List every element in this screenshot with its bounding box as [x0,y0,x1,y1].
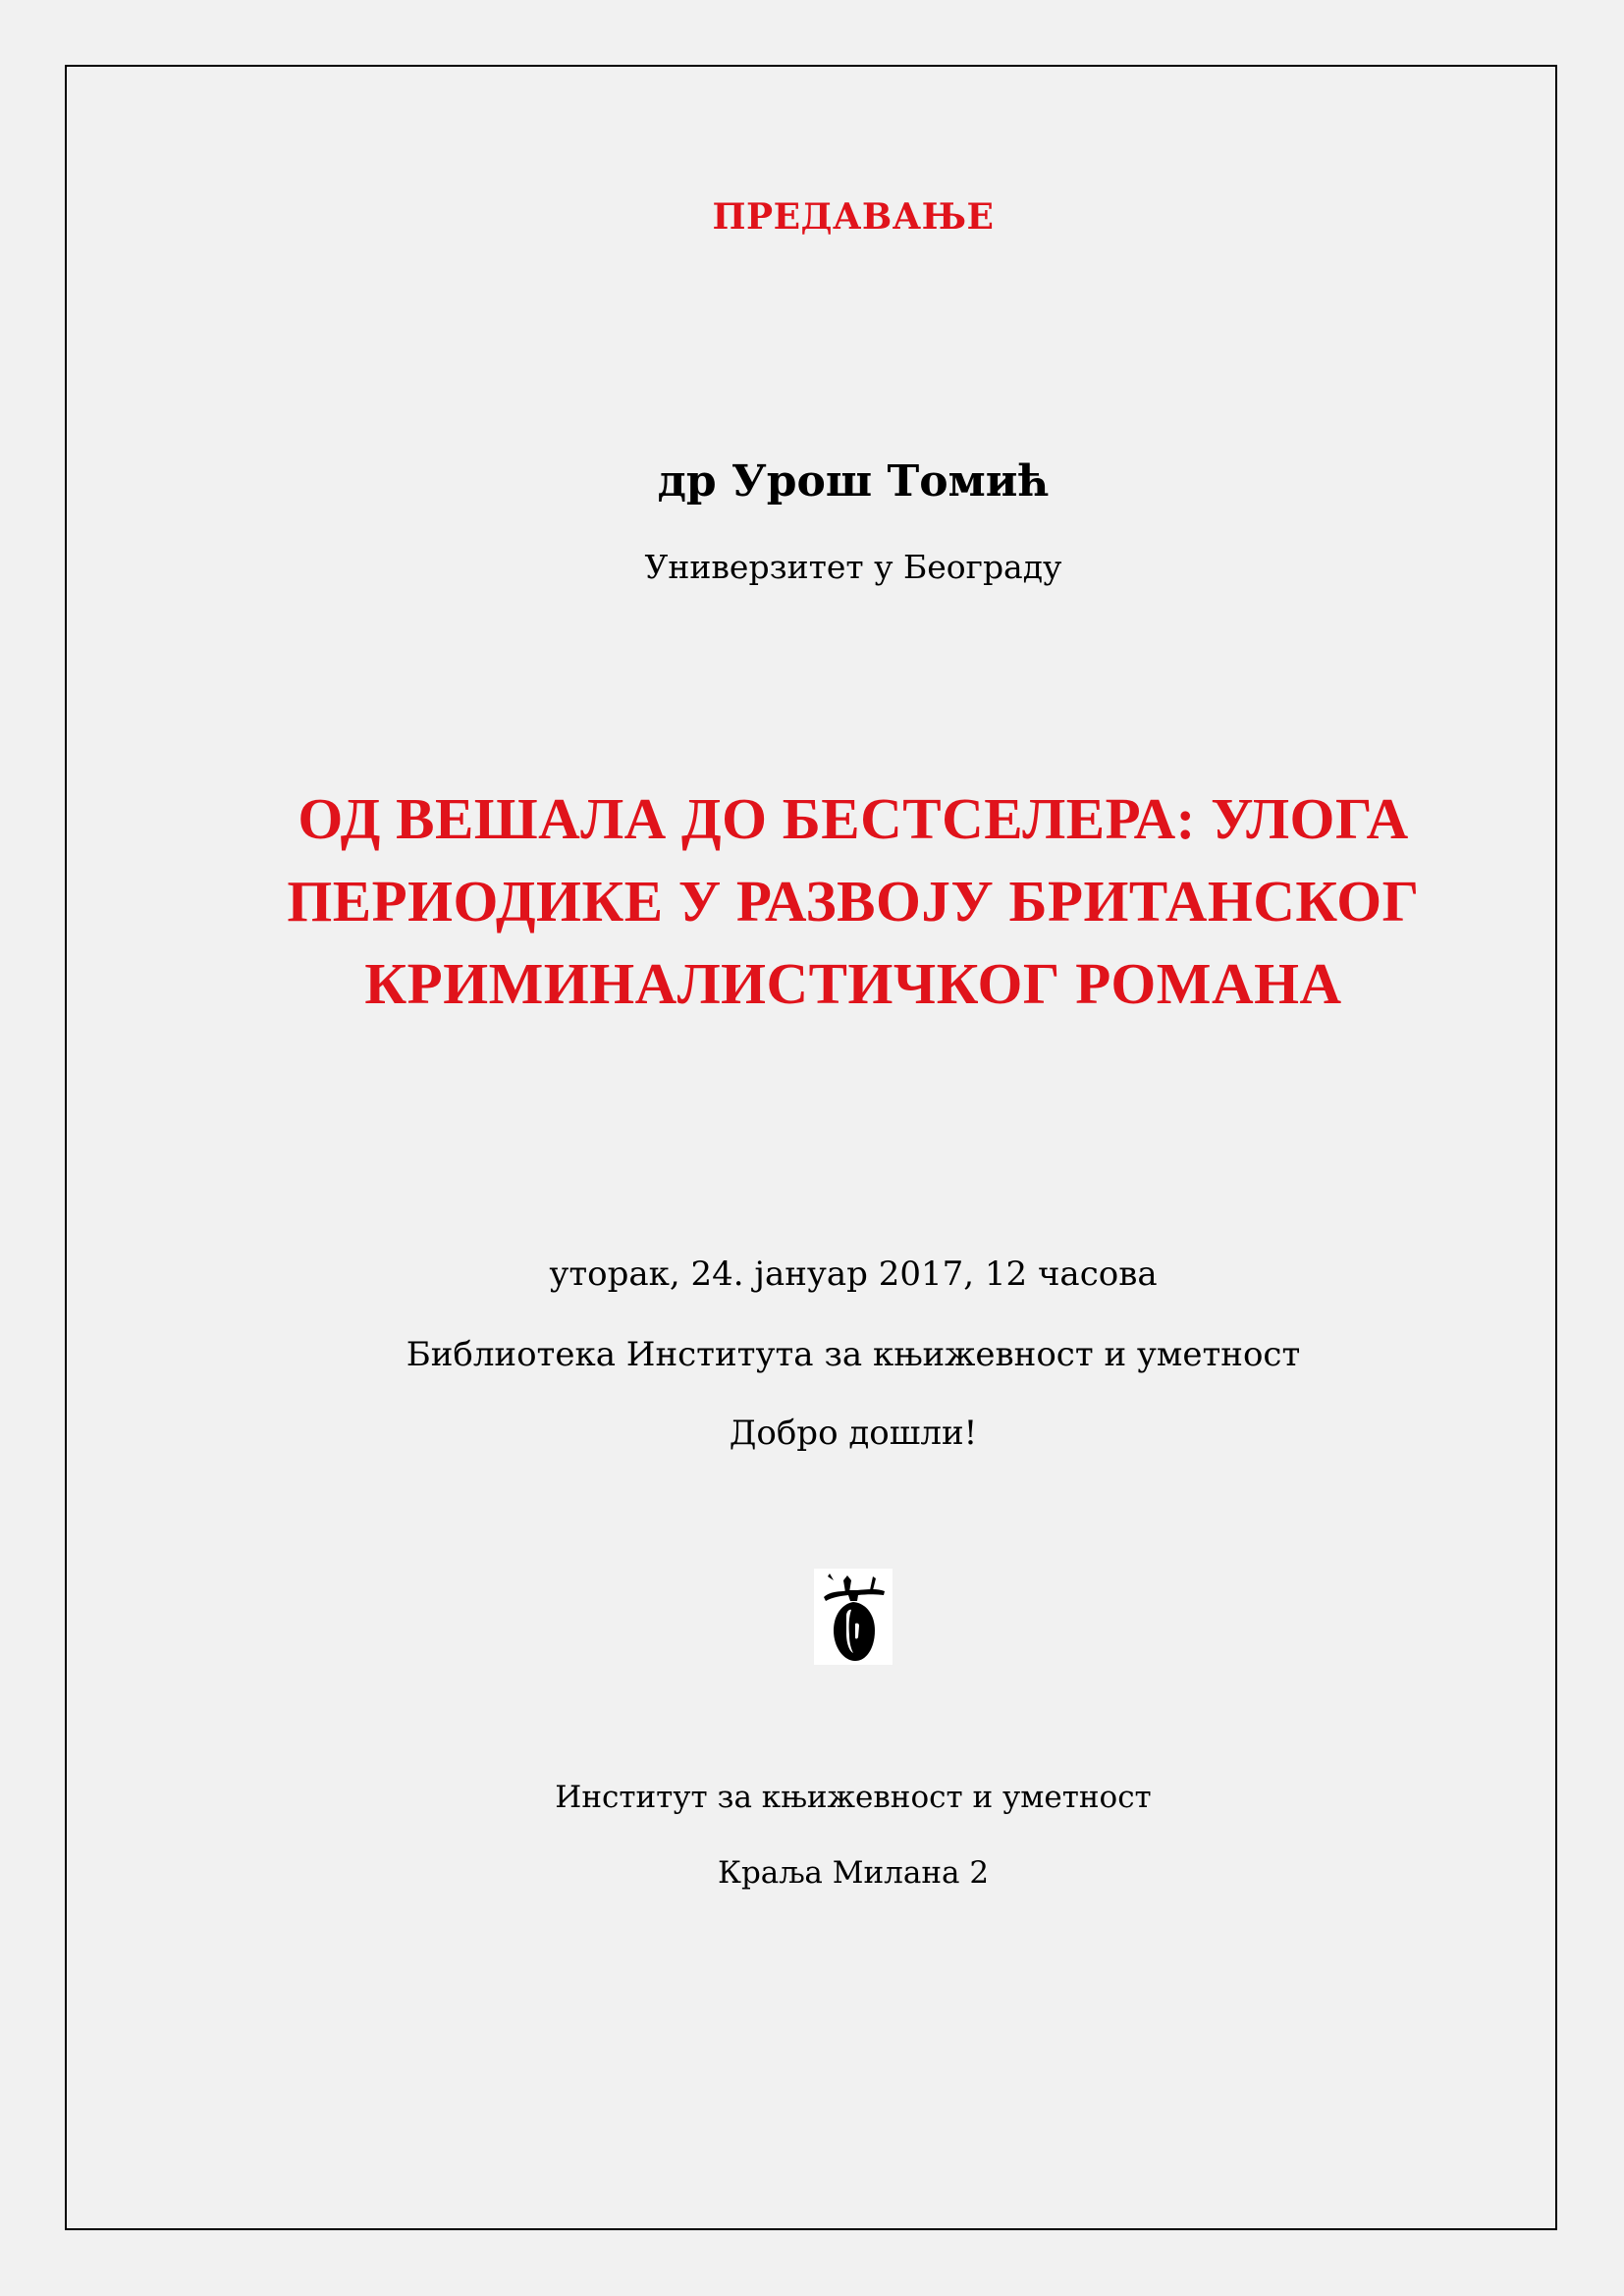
institute-logo-icon [814,1569,893,1665]
event-venue: Библиотека Института за књижевност и уметност [406,1335,1301,1374]
footer-address: Краља Милана 2 [717,1855,990,1891]
welcome-text: Добро дошли! [729,1414,978,1453]
speaker-name: др Урош Томић [657,456,1050,507]
lecture-title-line: КРИМИНАЛИСТИЧКОГ РОМАНА [364,951,1342,1016]
speaker-affiliation: Универзитет у Београду [644,548,1062,586]
lecture-title-line: ПЕРИОДИКЕ У РАЗВОЈУ БРИТАНСКОГ [287,869,1420,934]
event-kicker: ПРЕДАВАЊЕ [712,196,995,238]
lecture-title [65,777,1624,1025]
lecture-title-line: ОД ВЕШАЛА ДО БЕСТСЕЛЕРА: УЛОГА [298,786,1409,851]
event-date-time: уторак, 24. јануар 2017, 12 часова [549,1255,1158,1294]
footer-institute: Институт за књижевност и уметност [555,1780,1152,1815]
page-border [65,65,1557,2230]
